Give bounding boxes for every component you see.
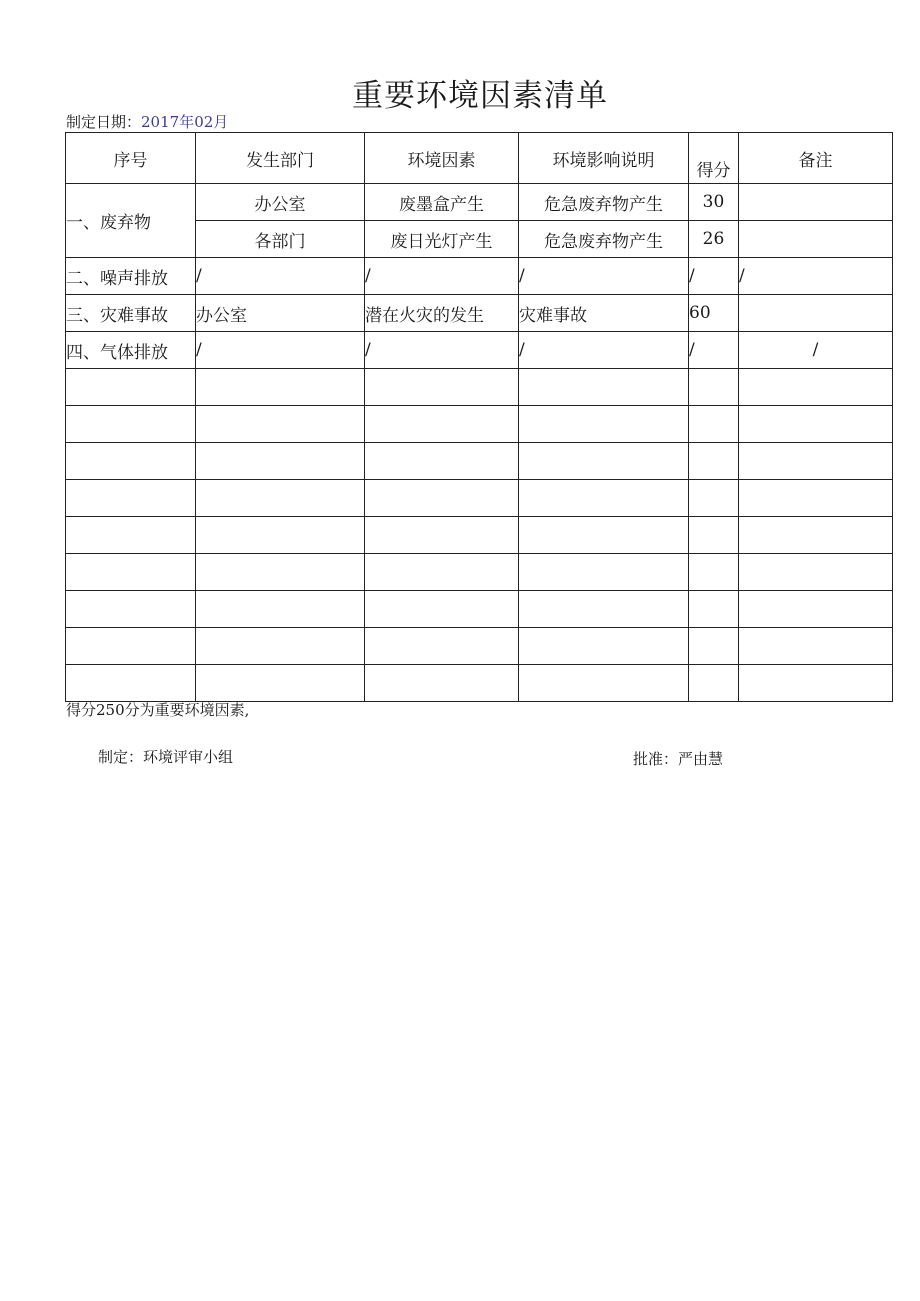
factor-cell: / (365, 332, 519, 369)
remark-cell (739, 184, 893, 221)
empty-cell (196, 517, 365, 554)
approver-value: 严由慧 (678, 750, 724, 768)
department-cell: 各部门 (196, 221, 365, 258)
empty-cell (519, 406, 689, 443)
empty-cell (739, 517, 893, 554)
score-cell: / (689, 258, 739, 295)
empty-cell (689, 665, 739, 702)
factor-cell: 废日光灯产生 (365, 221, 519, 258)
empty-row (66, 443, 893, 480)
score-cell: 30 (689, 184, 739, 221)
category-cell: 一、废弃物 (66, 184, 196, 258)
table-row (66, 295, 893, 332)
department-cell: / (196, 332, 365, 369)
table-row (66, 258, 893, 295)
environmental-factors-table (65, 132, 893, 702)
impact-cell: 危急废弃物产生 (519, 221, 689, 258)
empty-row (66, 628, 893, 665)
approver-label: 批准： (633, 750, 679, 768)
empty-cell (196, 591, 365, 628)
impact-cell: 危急废弃物产生 (519, 184, 689, 221)
empty-cell (689, 480, 739, 517)
score-note: 得分250分为重要环境因素, (66, 701, 250, 719)
empty-cell (689, 591, 739, 628)
factor-cell: 潜在火灾的发生 (365, 295, 519, 332)
empty-cell (196, 443, 365, 480)
empty-cell (66, 369, 196, 406)
empty-cell (739, 554, 893, 591)
empty-cell (519, 591, 689, 628)
header-remark: 备注 (739, 133, 893, 184)
empty-row (66, 554, 893, 591)
approver-line (633, 748, 723, 769)
maker-label: 制定： (98, 748, 144, 766)
category-cell: 四、气体排放 (66, 332, 196, 369)
header-department: 发生部门 (196, 133, 365, 184)
empty-cell (689, 443, 739, 480)
score-cell: 60 (689, 295, 739, 332)
date-value: 2017年02月 (141, 113, 229, 131)
empty-cell (196, 369, 365, 406)
header-score: 得分 (689, 133, 739, 184)
empty-row (66, 517, 893, 554)
header-index: 序号 (66, 133, 196, 184)
empty-cell (365, 480, 519, 517)
empty-cell (365, 517, 519, 554)
empty-cell (519, 517, 689, 554)
empty-cell (196, 480, 365, 517)
empty-cell (66, 480, 196, 517)
table-header-row (66, 133, 893, 184)
empty-cell (689, 554, 739, 591)
impact-cell: / (519, 332, 689, 369)
table-row (66, 332, 893, 369)
empty-cell (689, 628, 739, 665)
empty-cell (519, 554, 689, 591)
maker-value: 环境评审小组 (143, 748, 234, 766)
empty-cell (739, 628, 893, 665)
empty-cell (739, 591, 893, 628)
empty-cell (739, 665, 893, 702)
empty-row (66, 369, 893, 406)
empty-cell (365, 369, 519, 406)
empty-cell (519, 480, 689, 517)
factor-cell: / (365, 258, 519, 295)
impact-cell: 灾难事故 (519, 295, 689, 332)
department-cell: 办公室 (196, 295, 365, 332)
remark-cell: / (739, 332, 893, 369)
date-label: 制定日期： (66, 113, 142, 131)
empty-cell (739, 406, 893, 443)
document-title: 重要环境因素清单 (352, 78, 608, 114)
empty-cell (196, 554, 365, 591)
empty-cell (66, 517, 196, 554)
empty-cell (66, 554, 196, 591)
category-cell: 三、灾难事故 (66, 295, 196, 332)
empty-cell (365, 406, 519, 443)
empty-row (66, 406, 893, 443)
category-cell: 二、噪声排放 (66, 258, 196, 295)
empty-cell (66, 628, 196, 665)
department-cell: 办公室 (196, 184, 365, 221)
impact-cell: / (519, 258, 689, 295)
empty-cell (519, 369, 689, 406)
empty-cell (196, 406, 365, 443)
remark-cell (739, 295, 893, 332)
empty-cell (365, 665, 519, 702)
empty-cell (519, 628, 689, 665)
empty-cell (519, 443, 689, 480)
empty-cell (66, 406, 196, 443)
header-impact: 环境影响说明 (519, 133, 689, 184)
date-line (66, 111, 228, 132)
empty-cell (365, 443, 519, 480)
header-factor: 环境因素 (365, 133, 519, 184)
empty-cell (365, 554, 519, 591)
empty-row (66, 480, 893, 517)
maker-line (98, 746, 233, 767)
empty-cell (66, 591, 196, 628)
table-row (66, 184, 893, 221)
empty-cell (365, 591, 519, 628)
score-cell: / (689, 332, 739, 369)
empty-cell (196, 628, 365, 665)
score-cell: 26 (689, 221, 739, 258)
empty-cell (739, 369, 893, 406)
empty-row (66, 665, 893, 702)
empty-row (66, 591, 893, 628)
department-cell: / (196, 258, 365, 295)
empty-cell (689, 517, 739, 554)
remark-cell (739, 221, 893, 258)
empty-cell (66, 443, 196, 480)
empty-cell (739, 480, 893, 517)
remark-cell: / (739, 258, 893, 295)
empty-cell (739, 443, 893, 480)
empty-cell (365, 628, 519, 665)
empty-cell (689, 369, 739, 406)
empty-cell (689, 406, 739, 443)
empty-cell (66, 665, 196, 702)
factor-cell: 废墨盒产生 (365, 184, 519, 221)
empty-cell (519, 665, 689, 702)
empty-cell (196, 665, 365, 702)
